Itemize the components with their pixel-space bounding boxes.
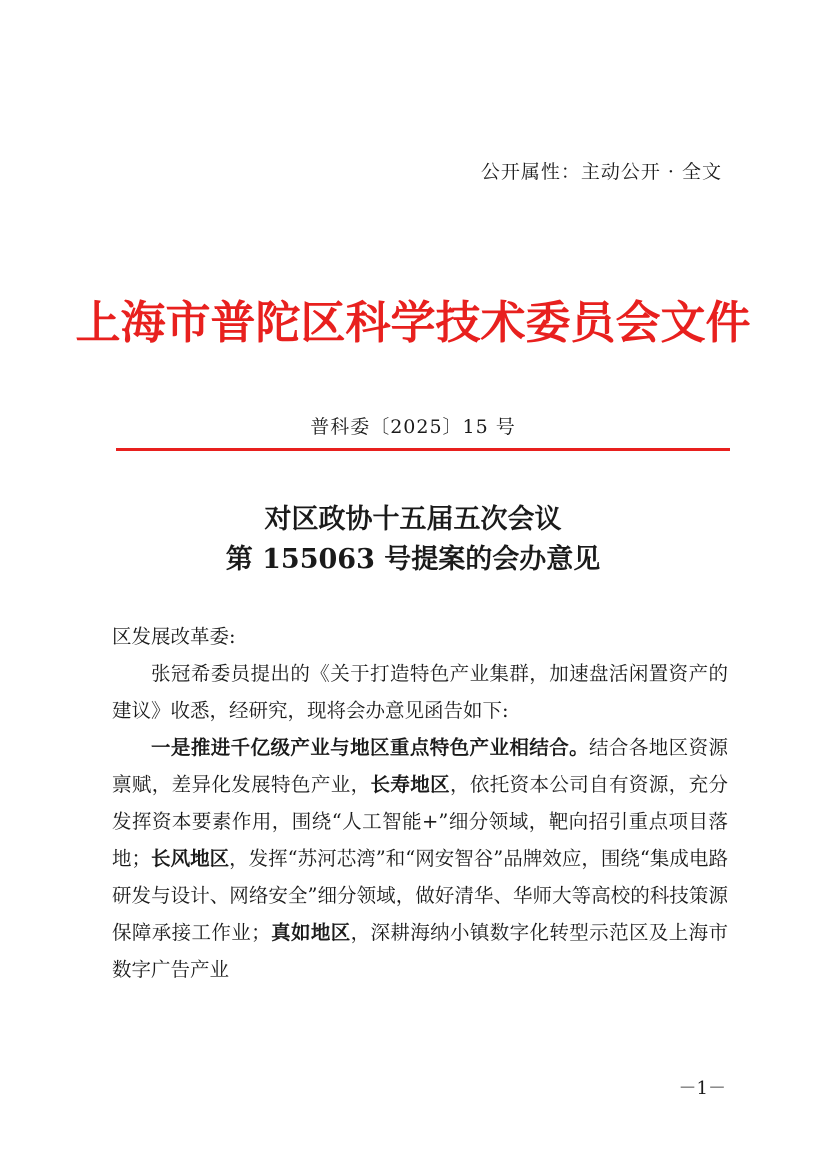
text-segment: 结合各地区资源禀赋，差异化发展特色产业，	[112, 736, 728, 796]
document-title-line-2: 第 155063 号提案的会办意见	[225, 544, 601, 575]
region-changshou: 长寿地区	[370, 773, 450, 796]
paragraph-intro: 张冠希委员提出的《关于打造特色产业集群，加速盘活闲置资产的建议》收悉，经研究，现将会办意见函告如下:	[112, 662, 728, 722]
document-title-line-1: 对区政协十五届五次会议	[264, 504, 562, 535]
text-segment: ，深耕海纳小镇数字化转型示范区及上海市数字广告产业	[112, 921, 728, 981]
document-body	[112, 618, 728, 988]
disclosure-attribute: 公开属性：主动公开 · 全文	[480, 161, 722, 183]
text-segment: ，依托资本公司自有资源，充分发挥资本要素作用，围绕“人工智能+”细分领域，靶向招引重点项目落地；	[112, 773, 728, 870]
region-changfeng: 长风地区	[151, 847, 230, 870]
document-title	[0, 500, 826, 580]
addressee: 区发展改革委:	[112, 625, 236, 648]
region-zhenru: 真如地区	[270, 921, 351, 944]
document-number: 普科委〔2025〕15 号	[310, 416, 516, 438]
red-divider-line	[116, 448, 730, 451]
point-one-heading: 一是推进千亿级产业与地区重点特色产业相结合。	[151, 736, 590, 759]
page-number: －1－	[678, 1078, 726, 1099]
org-masthead-title: 上海市普陀区科学技术委员会文件	[75, 296, 751, 349]
paragraph-point-one	[112, 729, 728, 988]
text-segment: ，发挥“苏河芯湾”和“网安智谷”品牌效应，围绕“集成电路研发与设计、网络安全”细分领域，做好清华、华师大等高校的科技策源保障承接工作业；	[112, 847, 728, 944]
